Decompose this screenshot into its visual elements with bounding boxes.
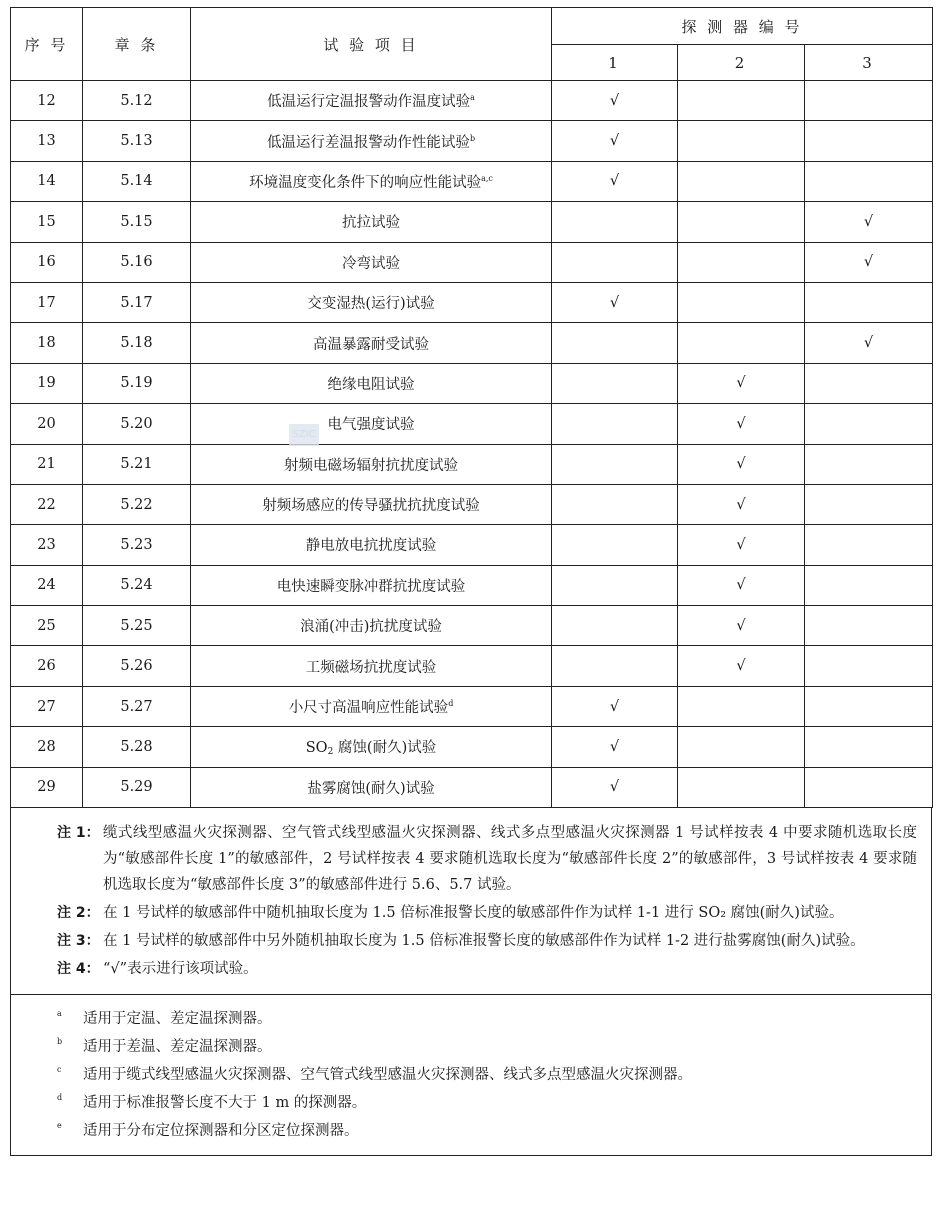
cell-seq: 27 (11, 686, 83, 726)
cell-clause: 5.27 (83, 686, 191, 726)
footnote-text: 适用于差温、差定温探测器。 (83, 1039, 272, 1056)
cell-detector-1 (552, 606, 678, 646)
table-row (11, 727, 933, 767)
cell-detector-2 (678, 444, 805, 484)
header-detector-1: 1 (552, 45, 678, 81)
cell-detector-3 (805, 242, 933, 282)
cell-detector-3 (805, 606, 933, 646)
cell-test-item (191, 606, 552, 646)
footnote-ref: a,c (481, 173, 493, 183)
cell-clause: 5.25 (83, 606, 191, 646)
cell-clause: 5.29 (83, 767, 191, 807)
cell-seq: 17 (11, 282, 83, 322)
check-mark-icon: √ (609, 779, 620, 796)
test-item-text: 抗拉试验 (342, 215, 400, 232)
cell-seq: 20 (11, 404, 83, 444)
table-row (11, 161, 933, 201)
notes-section (10, 808, 932, 995)
document-page (10, 7, 932, 1156)
cell-detector-3 (805, 727, 933, 767)
footnote-mark: b (57, 1037, 63, 1047)
cell-seq: 12 (11, 81, 83, 121)
note-label: 注 4： (57, 961, 100, 978)
cell-test-item (191, 404, 552, 444)
test-item-text: 高温暴露耐受试验 (313, 336, 429, 353)
cell-test-item (191, 686, 552, 726)
cell-test-item (191, 81, 552, 121)
cell-detector-3 (805, 767, 933, 807)
check-mark-icon: √ (736, 617, 746, 634)
cell-detector-2 (678, 404, 805, 444)
footnote-ref: a (470, 93, 475, 103)
footnotes-section (10, 995, 932, 1156)
test-item-text: 小尺寸高温响应性能试验 (288, 700, 449, 717)
cell-test-item (191, 282, 552, 322)
cell-clause: 5.22 (83, 484, 191, 524)
cell-detector-3 (805, 363, 933, 403)
note-item (57, 820, 917, 898)
check-mark-icon: √ (736, 577, 746, 594)
footnote-mark: a (57, 1009, 62, 1019)
test-item-text: 电快速瞬变脉冲群抗扰度试验 (276, 578, 466, 595)
cell-seq: 24 (11, 565, 83, 605)
check-mark-icon: √ (863, 254, 874, 271)
check-mark-icon: √ (736, 456, 746, 473)
cell-detector-1 (552, 444, 678, 484)
test-items-table (10, 7, 933, 808)
note-text: 在 1 号试样的敏感部件中另外随机抽取长度为 1.5 倍标准报警长度的敏感部件作为试样 1-2 进行盐雾腐蚀(耐久)试验。 (103, 933, 865, 950)
cell-clause: 5.13 (83, 121, 191, 161)
table-row (11, 404, 933, 444)
note-text: “√”表示进行该项试验。 (103, 961, 258, 978)
cell-detector-2 (678, 121, 805, 161)
cell-detector-2 (678, 242, 805, 282)
test-item-text: 冷弯试验 (342, 255, 400, 272)
cell-seq: 28 (11, 727, 83, 767)
check-mark-icon: √ (863, 335, 874, 352)
note-item (57, 956, 917, 982)
cell-seq: 15 (11, 202, 83, 242)
footnote-text: 适用于定温、差定温探测器。 (83, 1011, 272, 1028)
cell-seq: 16 (11, 242, 83, 282)
check-mark-icon: √ (609, 173, 620, 190)
cell-detector-2 (678, 81, 805, 121)
cell-detector-1 (552, 565, 678, 605)
cell-clause: 5.17 (83, 282, 191, 322)
table-row (11, 444, 933, 484)
test-item-text: 绝缘电阻试验 (327, 376, 415, 393)
test-item-text: 环境温度变化条件下的响应性能试验 (249, 174, 482, 191)
check-mark-icon: √ (609, 133, 620, 150)
footnote-mark: d (57, 1093, 63, 1103)
cell-detector-3 (805, 161, 933, 201)
cell-clause: 5.24 (83, 565, 191, 605)
cell-test-item (191, 363, 552, 403)
header-detector-number: 探 测 器 编 号 (552, 8, 933, 45)
cell-test-item (191, 444, 552, 484)
footnote-ref: b (469, 133, 476, 143)
cell-seq: 25 (11, 606, 83, 646)
cell-detector-1 (552, 727, 678, 767)
cell-detector-3 (805, 565, 933, 605)
test-item-text: 低温运行定温报警动作温度试验 (267, 94, 471, 111)
note-label: 注 1： (57, 825, 100, 842)
cell-detector-3 (805, 484, 933, 524)
cell-detector-3 (805, 444, 933, 484)
cell-test-item (191, 242, 552, 282)
check-mark-icon: √ (736, 415, 746, 432)
test-item-text: 盐雾腐蚀(耐久)试验 (307, 780, 435, 797)
cell-clause: 5.26 (83, 646, 191, 686)
cell-seq: 22 (11, 484, 83, 524)
check-mark-icon: √ (736, 658, 746, 675)
cell-test-item (191, 484, 552, 524)
check-mark-icon: √ (609, 698, 620, 715)
footnote-item (57, 1089, 917, 1117)
footnote-item (57, 1117, 917, 1145)
footnote-text: 适用于缆式线型感温火灾探测器、空气管式线型感温火灾探测器、线式多点型感温火灾探测器。 (83, 1067, 692, 1084)
check-mark-icon: √ (736, 375, 746, 392)
table-row (11, 565, 933, 605)
check-mark-icon: √ (863, 213, 874, 230)
cell-detector-1 (552, 282, 678, 322)
cell-clause: 5.20 (83, 404, 191, 444)
check-mark-icon: √ (609, 738, 620, 755)
table-row (11, 686, 933, 726)
cell-detector-3 (805, 202, 933, 242)
cell-detector-2 (678, 606, 805, 646)
cell-detector-2 (678, 484, 805, 524)
cell-detector-2 (678, 202, 805, 242)
cell-detector-2 (678, 686, 805, 726)
note-text: 缆式线型感温火灾探测器、空气管式线型感温火灾探测器、线式多点型感温火灾探测器 1 号试样按表 4 中要求随机选取长度为“敏感部件长度 1”的敏感部件，2 号试样按表 4 要求随机选取长度为“敏感部件长度 2”的敏感部件，3 号试样按表 4 要求随机选取长度为“敏感部件长度 3”的敏感部件进行 5.6、5.7 试验。 (103, 825, 917, 894)
formula-subscript: 2 (327, 747, 334, 758)
cell-clause: 5.14 (83, 161, 191, 201)
cell-seq: 18 (11, 323, 83, 363)
cell-seq: 14 (11, 161, 83, 201)
cell-detector-1 (552, 161, 678, 201)
table-row (11, 242, 933, 282)
cell-detector-1 (552, 484, 678, 524)
cell-test-item (191, 646, 552, 686)
cell-seq: 26 (11, 646, 83, 686)
cell-clause: 5.12 (83, 81, 191, 121)
note-text: 在 1 号试样的敏感部件中随机抽取长度为 1.5 倍标准报警长度的敏感部件作为试样 1-1 进行 SO₂ 腐蚀(耐久)试验。 (103, 905, 844, 922)
footnote-item (57, 1061, 917, 1089)
cell-detector-2 (678, 565, 805, 605)
cell-detector-3 (805, 525, 933, 565)
cell-test-item (191, 323, 552, 363)
cell-test-item (191, 727, 552, 767)
table-row (11, 282, 933, 322)
test-item-text: 浪涌(冲击)抗扰度试验 (300, 619, 442, 636)
cell-detector-2 (678, 323, 805, 363)
cell-detector-2 (678, 646, 805, 686)
cell-detector-1 (552, 363, 678, 403)
test-item-text: 静电放电抗扰度试验 (305, 538, 437, 555)
cell-clause: 5.19 (83, 363, 191, 403)
test-item-text: 工频磁场抗扰度试验 (305, 659, 437, 676)
cell-detector-1 (552, 242, 678, 282)
footnote-mark: c (57, 1065, 62, 1075)
cell-clause: 5.21 (83, 444, 191, 484)
check-mark-icon: √ (609, 294, 620, 311)
cell-detector-2 (678, 282, 805, 322)
footnote-ref: d (448, 699, 454, 709)
cell-detector-1 (552, 646, 678, 686)
cell-test-item (191, 161, 552, 201)
cell-detector-1 (552, 323, 678, 363)
header-test-item: 试 验 项 目 (191, 8, 552, 81)
table-row (11, 606, 933, 646)
cell-seq: 19 (11, 363, 83, 403)
check-mark-icon: √ (736, 496, 746, 513)
formula-prefix: SO (305, 740, 328, 757)
table-row (11, 767, 933, 807)
test-item-text: 腐蚀(耐久)试验 (333, 740, 437, 757)
watermark-logo: SZIC (289, 424, 319, 446)
test-item-text: 低温运行差温报警动作性能试验 (266, 134, 470, 151)
footnote-item (57, 1005, 917, 1033)
table-row (11, 646, 933, 686)
cell-clause: 5.28 (83, 727, 191, 767)
header-detector-2: 2 (678, 45, 805, 81)
test-item-text: 电气强度试验 (327, 417, 415, 434)
cell-detector-2 (678, 363, 805, 403)
note-item (57, 900, 917, 926)
cell-detector-1 (552, 81, 678, 121)
cell-test-item (191, 767, 552, 807)
cell-seq: 23 (11, 525, 83, 565)
cell-detector-3 (805, 323, 933, 363)
cell-seq: 21 (11, 444, 83, 484)
header-detector-3: 3 (805, 45, 933, 81)
cell-detector-1 (552, 767, 678, 807)
header-clause: 章 条 (83, 8, 191, 81)
cell-detector-2 (678, 525, 805, 565)
test-item-text: 射频场感应的传导骚扰抗扰度试验 (262, 498, 480, 515)
cell-detector-1 (552, 686, 678, 726)
cell-detector-1 (552, 525, 678, 565)
check-mark-icon: √ (736, 536, 746, 553)
note-label: 注 2： (57, 905, 100, 922)
cell-clause: 5.15 (83, 202, 191, 242)
cell-detector-1 (552, 202, 678, 242)
footnote-text: 适用于标准报警长度不大于 1 m 的探测器。 (83, 1095, 367, 1112)
cell-clause: 5.16 (83, 242, 191, 282)
cell-detector-3 (805, 121, 933, 161)
cell-seq: 13 (11, 121, 83, 161)
table-row (11, 363, 933, 403)
cell-test-item (191, 121, 552, 161)
table-body (11, 81, 933, 808)
table-row (11, 202, 933, 242)
cell-detector-1 (552, 121, 678, 161)
header-seq: 序 号 (11, 8, 83, 81)
test-item-text: 射频电磁场辐射抗扰度试验 (284, 457, 458, 474)
cell-detector-1 (552, 404, 678, 444)
cell-detector-2 (678, 161, 805, 201)
cell-test-item (191, 525, 552, 565)
cell-detector-2 (678, 767, 805, 807)
footnote-text: 适用于分布定位探测器和分区定位探测器。 (83, 1123, 359, 1140)
cell-test-item (191, 202, 552, 242)
cell-detector-3 (805, 686, 933, 726)
table-row (11, 484, 933, 524)
cell-detector-3 (805, 646, 933, 686)
cell-clause: 5.18 (83, 323, 191, 363)
cell-test-item (191, 565, 552, 605)
cell-detector-3 (805, 282, 933, 322)
cell-seq: 29 (11, 767, 83, 807)
cell-detector-2 (678, 727, 805, 767)
cell-detector-3 (805, 404, 933, 444)
check-mark-icon: √ (609, 92, 620, 109)
footnote-mark: e (57, 1121, 62, 1131)
table-row (11, 81, 933, 121)
test-item-text: 交变湿热(运行)试验 (307, 296, 435, 313)
table-row (11, 121, 933, 161)
note-label: 注 3： (57, 933, 100, 950)
note-item (57, 928, 917, 954)
cell-detector-3 (805, 81, 933, 121)
cell-clause: 5.23 (83, 525, 191, 565)
table-row (11, 323, 933, 363)
table-row (11, 525, 933, 565)
footnote-item (57, 1033, 917, 1061)
